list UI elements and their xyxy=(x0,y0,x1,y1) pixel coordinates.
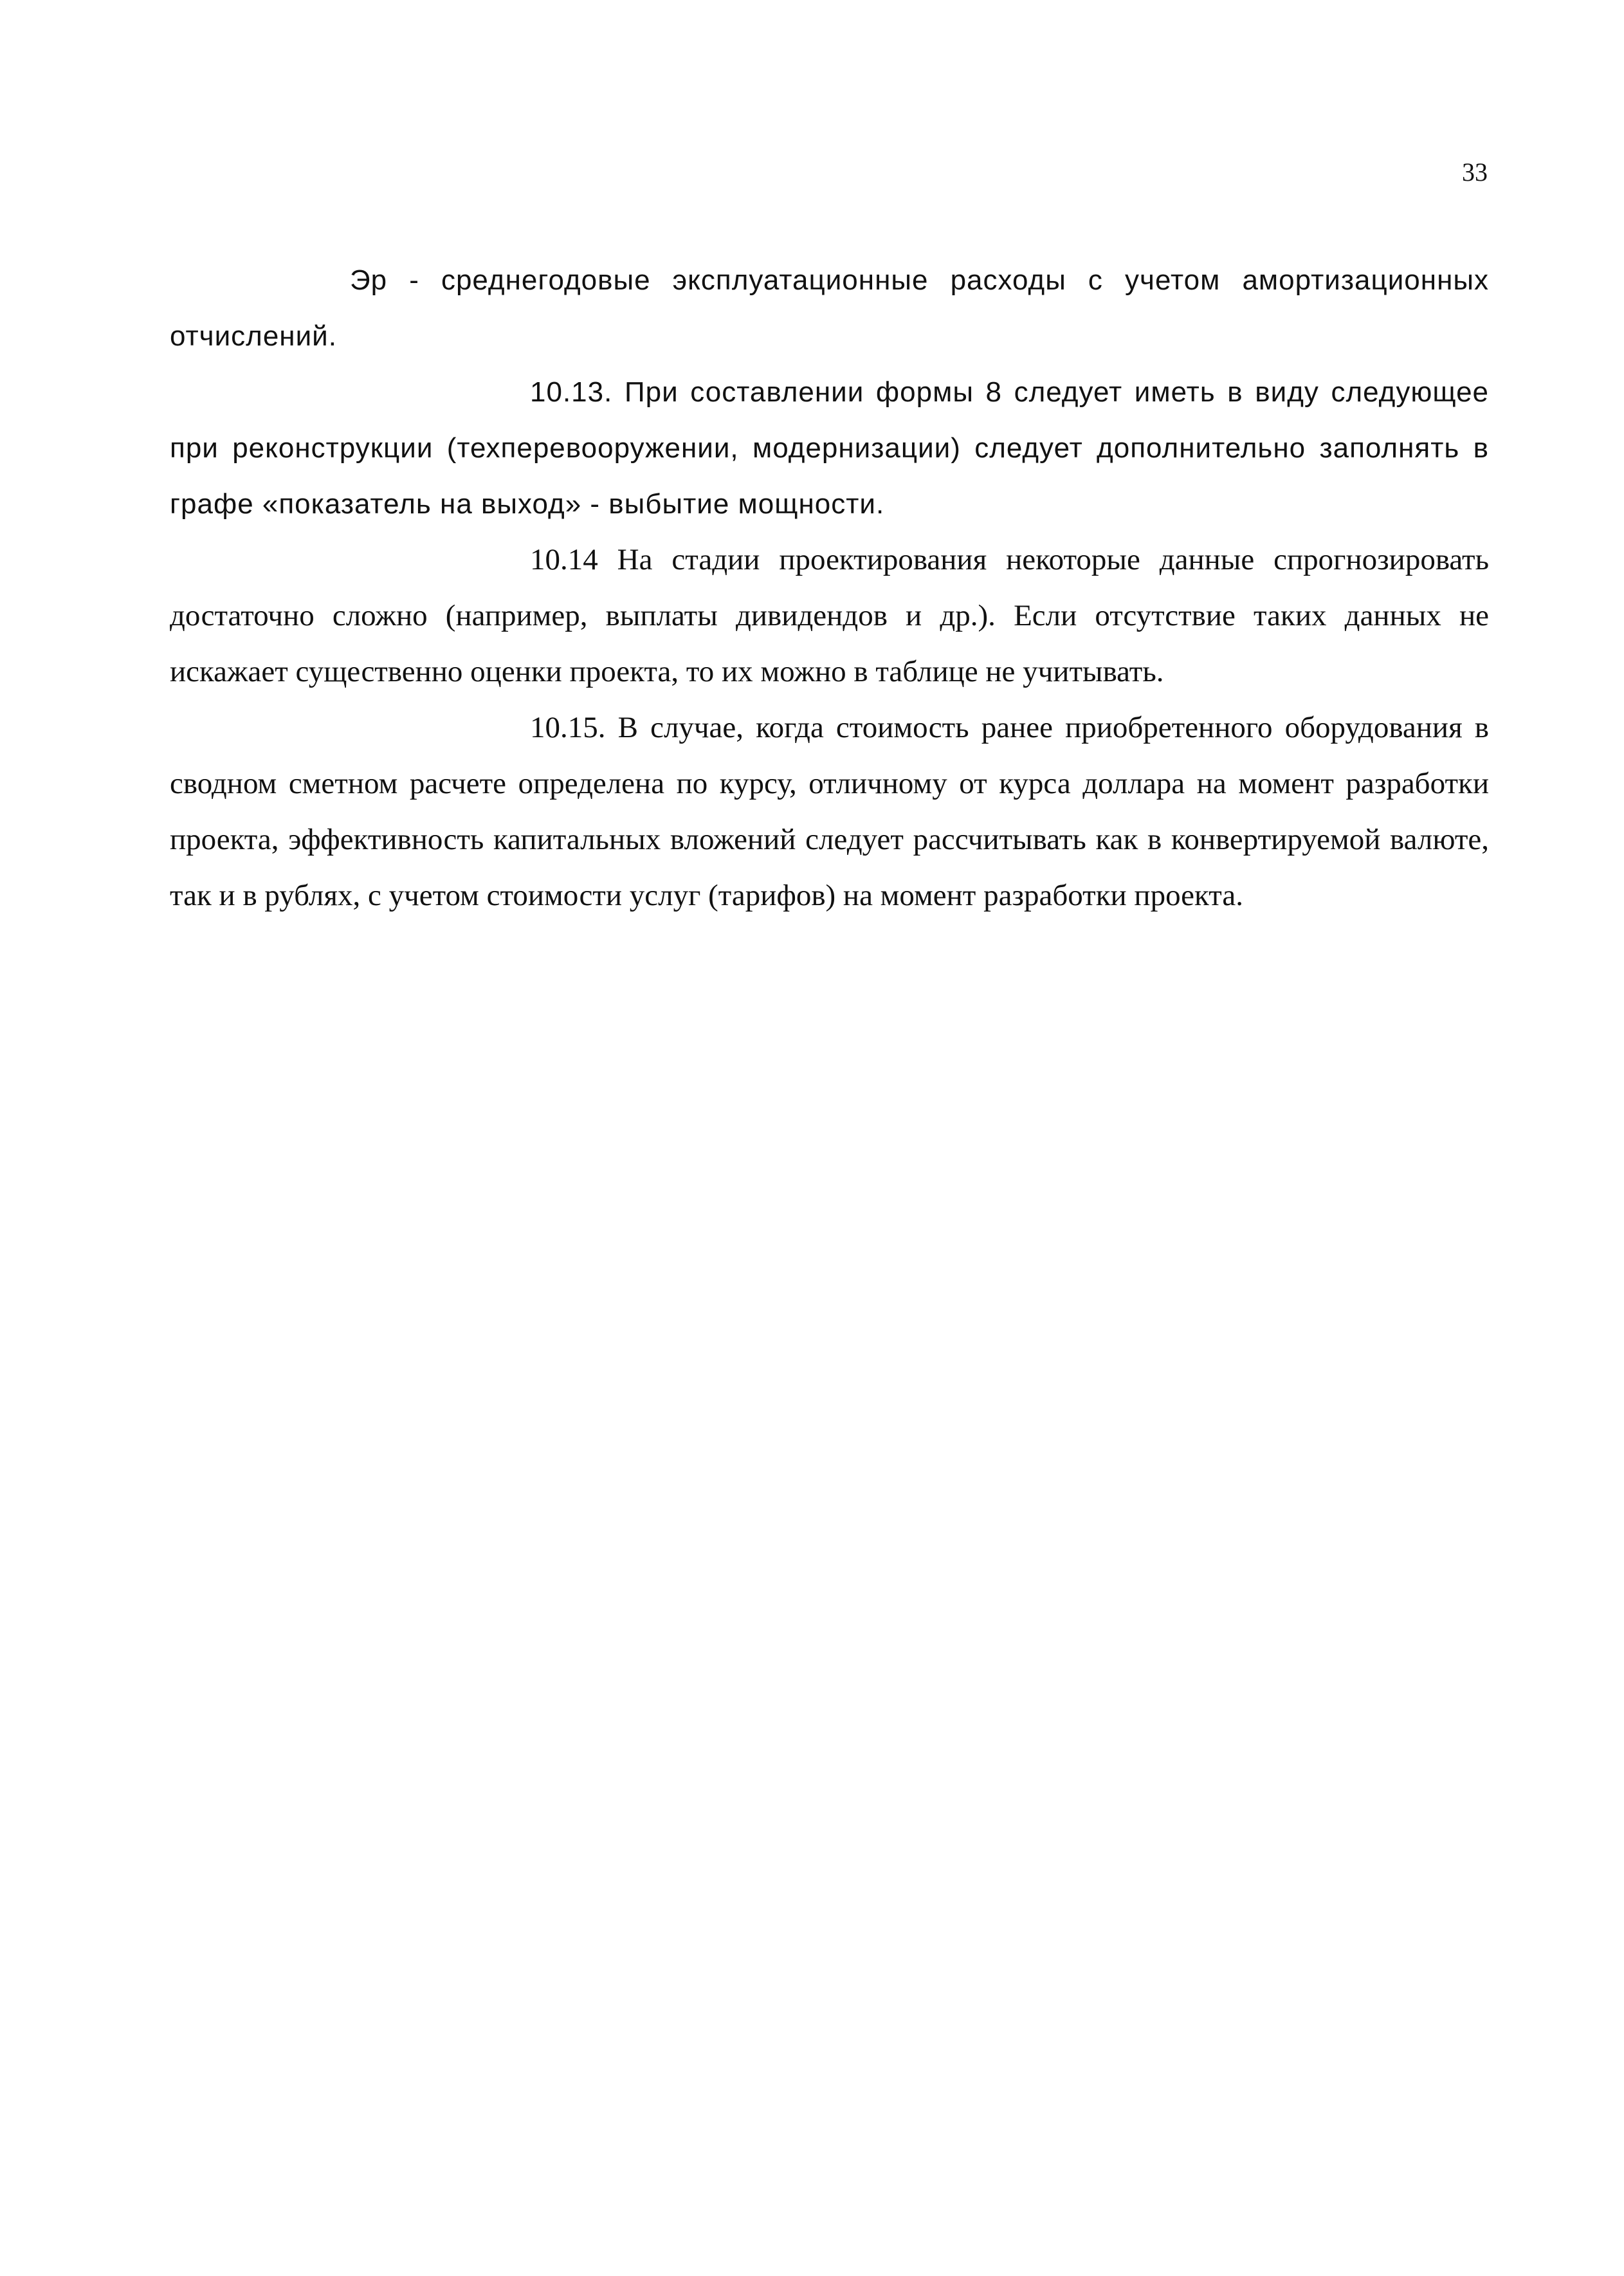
paragraph-number: 10.13. xyxy=(530,376,613,408)
paragraph-10-15 xyxy=(170,700,1489,924)
paragraph-10-13 xyxy=(170,364,1489,532)
document-body xyxy=(170,252,1489,924)
paragraph-10-14 xyxy=(170,532,1489,700)
paragraph-definition xyxy=(170,252,1489,364)
paragraph-number: 10.15. xyxy=(530,711,606,744)
paragraph-text: На стадии проектирования некоторые данные спрогнозировать достаточно сложно (например, выплаты дивидендов и др.). Если отсутствие таких данных не искажает существенно оценки проекта, то их можно в таблице не учитывать. xyxy=(170,543,1490,688)
paragraph-text: Эр - среднегодовые эксплуатационные расходы с учетом амортизационных отчислений. xyxy=(170,264,1489,352)
paragraph-number: 10.14 xyxy=(530,543,598,576)
paragraph-text: В случае, когда стоимость ранее приобретенного оборудования в сводном сметном расчете определена по курсу, отличному от курса доллара на момент разработки проекта, эффективность капитальных вложений следует рассчитывать как в конвертируемой валюте, так и в рублях, с учетом стоимости услуг (тарифов) на момент разработки проекта. xyxy=(170,711,1490,912)
page-number: 33 xyxy=(1462,158,1488,187)
paragraph-text: При составлении формы 8 следует иметь в виду следующее при реконструкции (техперевооружении, модернизации) следует дополнительно заполнять в графе «показатель на выход» - выбытие мощности. xyxy=(170,376,1490,520)
